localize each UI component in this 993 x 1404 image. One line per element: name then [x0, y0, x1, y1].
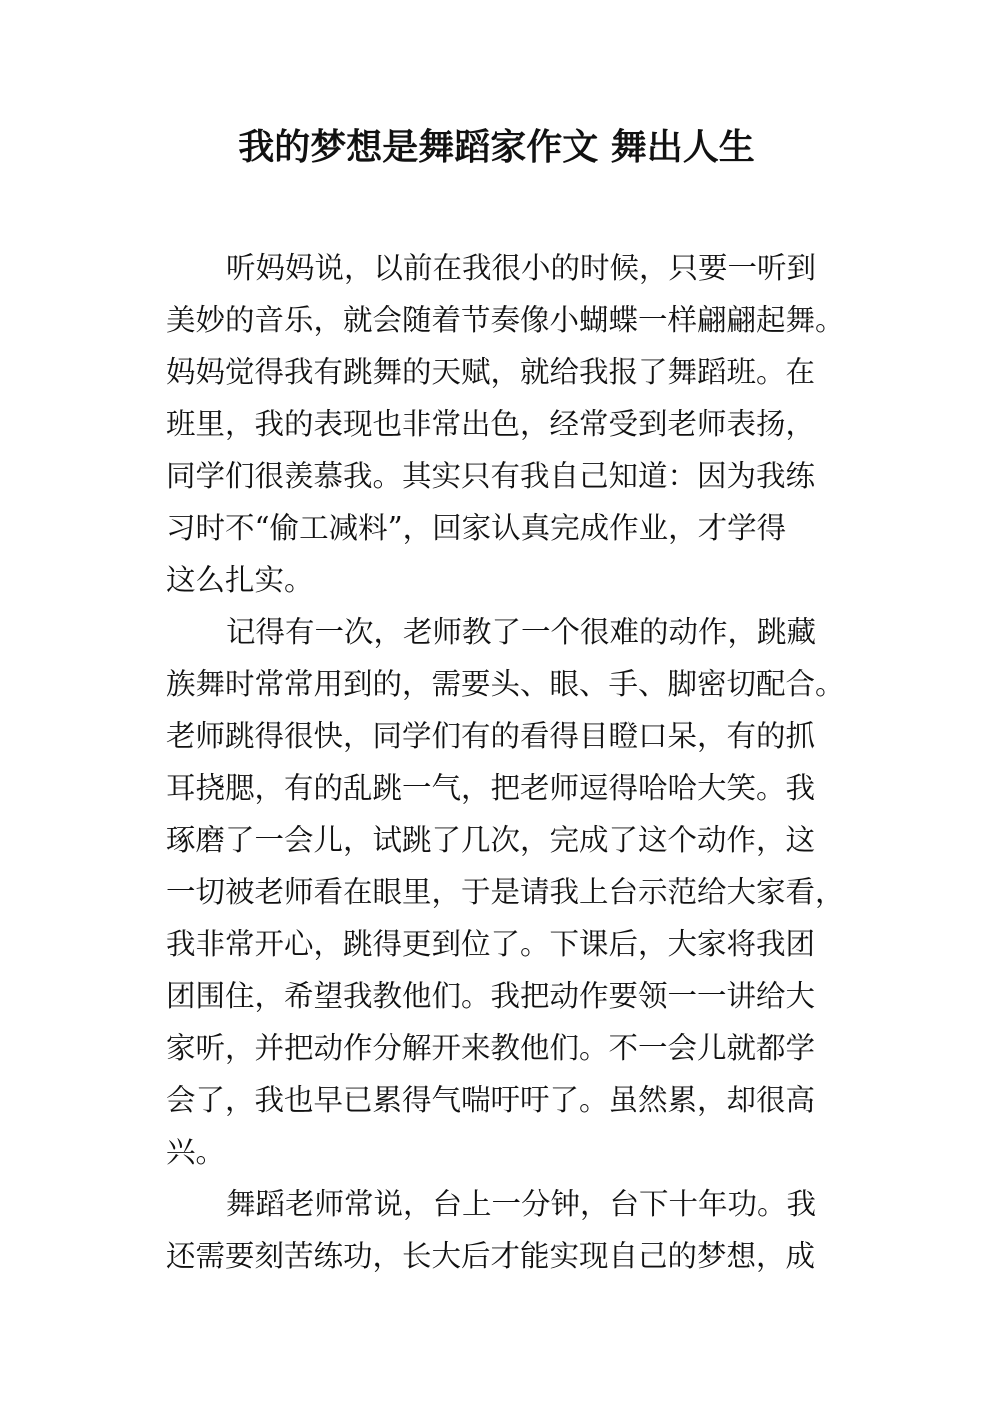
text-line: 琢磨了一会儿，试跳了几次，完成了这个动作，这 [166, 823, 816, 857]
text-line: 耳挠腮，有的乱跳一气，把老师逗得哈哈大笑。我 [166, 771, 816, 805]
text-line: 团围住，希望我教他们。我把动作要领一一讲给大 [166, 979, 816, 1013]
text-line: 族舞时常常用到的，需要头、眼、手、脚密切配合。 [166, 667, 845, 701]
text-line: 还需要刻苦练功，长大后才能实现自己的梦想，成 [166, 1239, 816, 1273]
text-line: 老师跳得很快，同学们有的看得目瞪口呆，有的抓 [166, 719, 816, 753]
text-line: 一切被老师看在眼里，于是请我上台示范给大家看， [166, 875, 845, 909]
paragraph [166, 242, 866, 606]
text-line: 这么扎实。 [166, 563, 314, 597]
paragraph [166, 1178, 866, 1282]
text-line: 同学们很羡慕我。其实只有我自己知道：因为我练 [166, 459, 816, 493]
text-line: 班里，我的表现也非常出色，经常受到老师表扬， [166, 407, 816, 441]
text-line: 兴。 [166, 1135, 226, 1169]
document-body [166, 242, 866, 1282]
text-line: 记得有一次，老师教了一个很难的动作，跳藏 [226, 615, 817, 649]
text-line: 妈妈觉得我有跳舞的天赋，就给我报了舞蹈班。在 [166, 355, 816, 389]
text-line: 会了，我也早已累得气喘吁吁了。虽然累，却很高 [166, 1083, 816, 1117]
text-line: 听妈妈说，以前在我很小的时候，只要一听到 [226, 251, 817, 285]
text-line: 美妙的音乐，就会随着节奏像小蝴蝶一样翩翩起舞。 [166, 303, 845, 337]
text-line: 家听，并把动作分解开来教他们。不一会儿就都学 [166, 1031, 816, 1065]
text-line: 我非常开心，跳得更到位了。下课后，大家将我团 [166, 927, 816, 961]
paragraph [166, 606, 866, 1178]
text-line: 舞蹈老师常说，台上一分钟，台下十年功。我 [226, 1187, 817, 1221]
text-line: 习时不“偷工减料”，回家认真完成作业，才学得 [166, 511, 787, 545]
document-title: 我的梦想是舞蹈家作文 舞出人生 [238, 127, 755, 168]
